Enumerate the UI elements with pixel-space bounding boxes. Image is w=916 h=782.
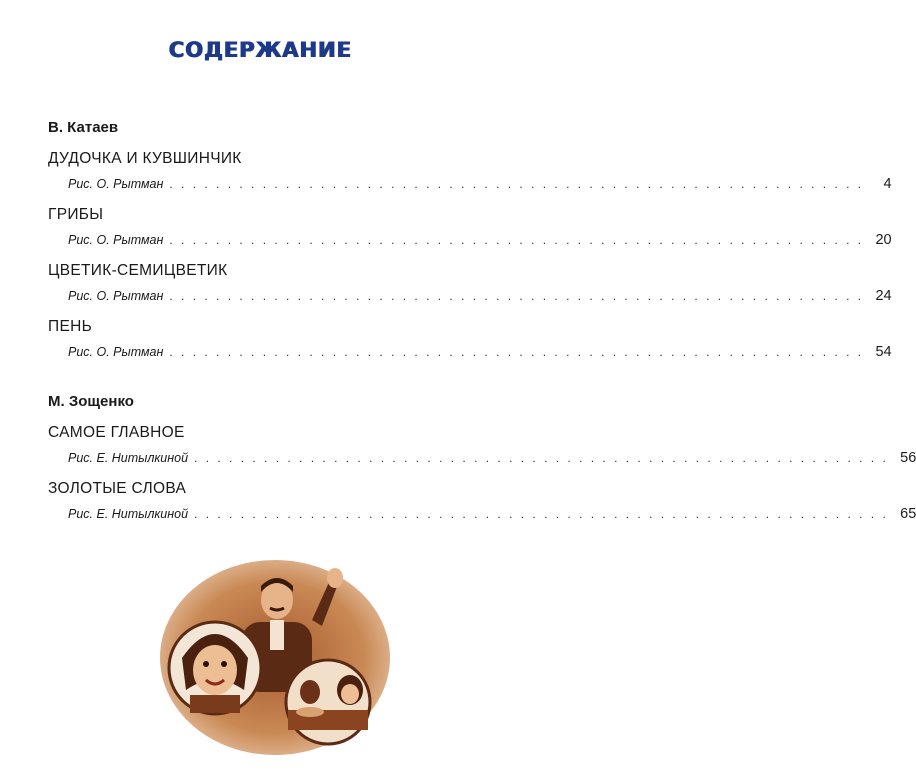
page-number: 24 bbox=[875, 288, 892, 304]
toc-entry bbox=[48, 176, 892, 197]
story-title: ЦВЕТИК-СЕМИЦВЕТИК bbox=[48, 262, 228, 279]
story-title: ГРИБЫ bbox=[48, 206, 104, 223]
dot-leader: . . . . . . . . . . . . . . . . . . . . . . . . . . . . . . . . . . . . . . . . . . . . . . . . . . . . . . . . . . . . bbox=[194, 507, 889, 521]
page-number: 56 bbox=[900, 450, 916, 466]
dot-leader: . . . . . . . . . . . . . . . . . . . . . . . . . . . . . . . . . . . . . . . . . . . . . . . . . . . . . . . . . . . . bbox=[169, 177, 864, 191]
toc-entry bbox=[48, 344, 892, 365]
story-title: ПЕНЬ bbox=[48, 318, 93, 335]
dot-leader: . . . . . . . . . . . . . . . . . . . . . . . . . . . . . . . . . . . . . . . . . . . . . . . . . . . . . . . . . . . . bbox=[194, 451, 889, 465]
page-number: 20 bbox=[875, 232, 892, 248]
page-number: 65 bbox=[900, 506, 916, 522]
story-title: САМОЕ ГЛАВНОЕ bbox=[48, 424, 185, 441]
toc-entry bbox=[48, 506, 916, 527]
illustrator-credit: Рис. О. Рытман bbox=[68, 177, 164, 191]
illustration-vignette bbox=[160, 560, 390, 755]
illustrator-credit: Рис. Е. Нитылкиной bbox=[68, 507, 189, 521]
page-title: СОДЕРЖАНИЕ bbox=[168, 38, 353, 62]
illustrator-credit: Рис. О. Рытман bbox=[68, 289, 164, 303]
page-number: 54 bbox=[875, 344, 892, 360]
toc-entry bbox=[48, 450, 916, 471]
illustrator-credit: Рис. Е. Нитылкиной bbox=[68, 451, 189, 465]
toc-entry bbox=[48, 288, 892, 309]
author-name: М. Зощенко bbox=[48, 393, 134, 410]
illustrator-credit: Рис. О. Рытман bbox=[68, 233, 164, 247]
story-title: ЗОЛОТЫЕ СЛОВА bbox=[48, 480, 187, 497]
table-scene bbox=[286, 660, 370, 744]
illustrator-credit: Рис. О. Рытман bbox=[68, 345, 164, 359]
toc-section-zoshchenko bbox=[48, 393, 916, 527]
dot-leader: . . . . . . . . . . . . . . . . . . . . . . . . . . . . . . . . . . . . . . . . . . . . . . . . . . . . . . . . . . . . bbox=[169, 289, 864, 303]
illustration-drawing bbox=[160, 560, 390, 755]
dot-leader: . . . . . . . . . . . . . . . . . . . . . . . . . . . . . . . . . . . . . . . . . . . . . . . . . . . . . . . . . . . . bbox=[169, 345, 864, 359]
toc-section-kataev bbox=[48, 119, 892, 365]
toc-entry bbox=[48, 232, 892, 253]
page-number: 4 bbox=[883, 176, 892, 192]
author-name: В. Катаев bbox=[48, 119, 119, 136]
story-title: ДУДОЧКА И КУВШИНЧИК bbox=[48, 150, 242, 167]
dot-leader: . . . . . . . . . . . . . . . . . . . . . . . . . . . . . . . . . . . . . . . . . . . . . . . . . . . . . . . . . . . . bbox=[169, 233, 864, 247]
girl-portrait bbox=[169, 622, 261, 714]
